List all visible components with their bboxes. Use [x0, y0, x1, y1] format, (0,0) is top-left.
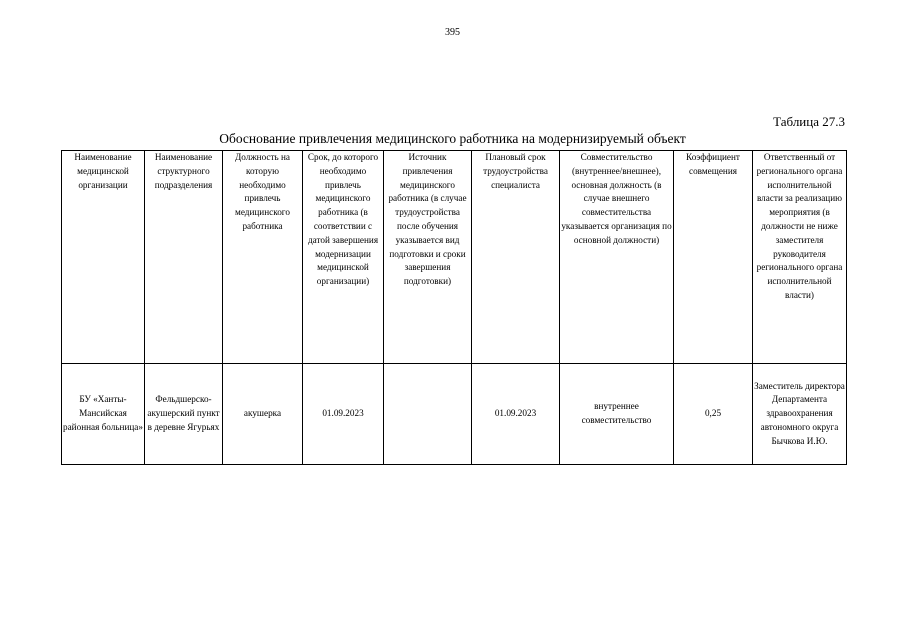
table-label: Таблица 27.3 — [773, 114, 845, 129]
table-cell: акушерка — [223, 364, 303, 465]
table-cell: 01.09.2023 — [303, 364, 384, 465]
table-cell: 0,25 — [674, 364, 753, 465]
header-cell: Совместительство (внутреннее/внешнее), основная должность (в случае внешнего совместительства указывается организация по основной должности) — [560, 151, 674, 364]
header-cell: Срок, до которого необходимо привлечь медицинского работника (в соответствии с датой завершения модернизации медицинской организации) — [303, 151, 384, 364]
table-header-row — [62, 151, 847, 364]
table-cell: Фельдшерско-акушерский пункт в деревне Ягурьях — [145, 364, 223, 465]
header-cell: Ответственный от регионального органа исполнительной власти за реализацию мероприятия (в должности не ниже заместителя руководителя регионального органа исполнительной власти) — [753, 151, 847, 364]
header-cell: Источник привлечения медицинского работника (в случае трудоустройства после обучения указывается вид подготовки и сроки завершения подготовки) — [384, 151, 472, 364]
header-cell: Наименование структурного подразделения — [145, 151, 223, 364]
header-cell: Плановый срок трудоустройства специалиста — [472, 151, 560, 364]
page-number: 395 — [445, 27, 460, 38]
table-cell: 01.09.2023 — [472, 364, 560, 465]
justification-table — [61, 150, 847, 465]
header-cell: Коэффициент совмещения — [674, 151, 753, 364]
table-cell — [384, 364, 472, 465]
table-cell: БУ «Ханты-Мансийская районная больница» — [62, 364, 145, 465]
table-row — [62, 364, 847, 465]
header-cell: Наименование медицинской организации — [62, 151, 145, 364]
table-title: Обоснование привлечения медицинского работника на модернизируемый объект — [219, 131, 686, 146]
table-cell: внутреннее совместительство — [560, 364, 674, 465]
header-cell: Должность на которую необходимо привлечь медицинского работника — [223, 151, 303, 364]
table-cell: Заместитель директора Департамента здравоохранения автономного округа Бычкова И.Ю. — [753, 364, 847, 465]
